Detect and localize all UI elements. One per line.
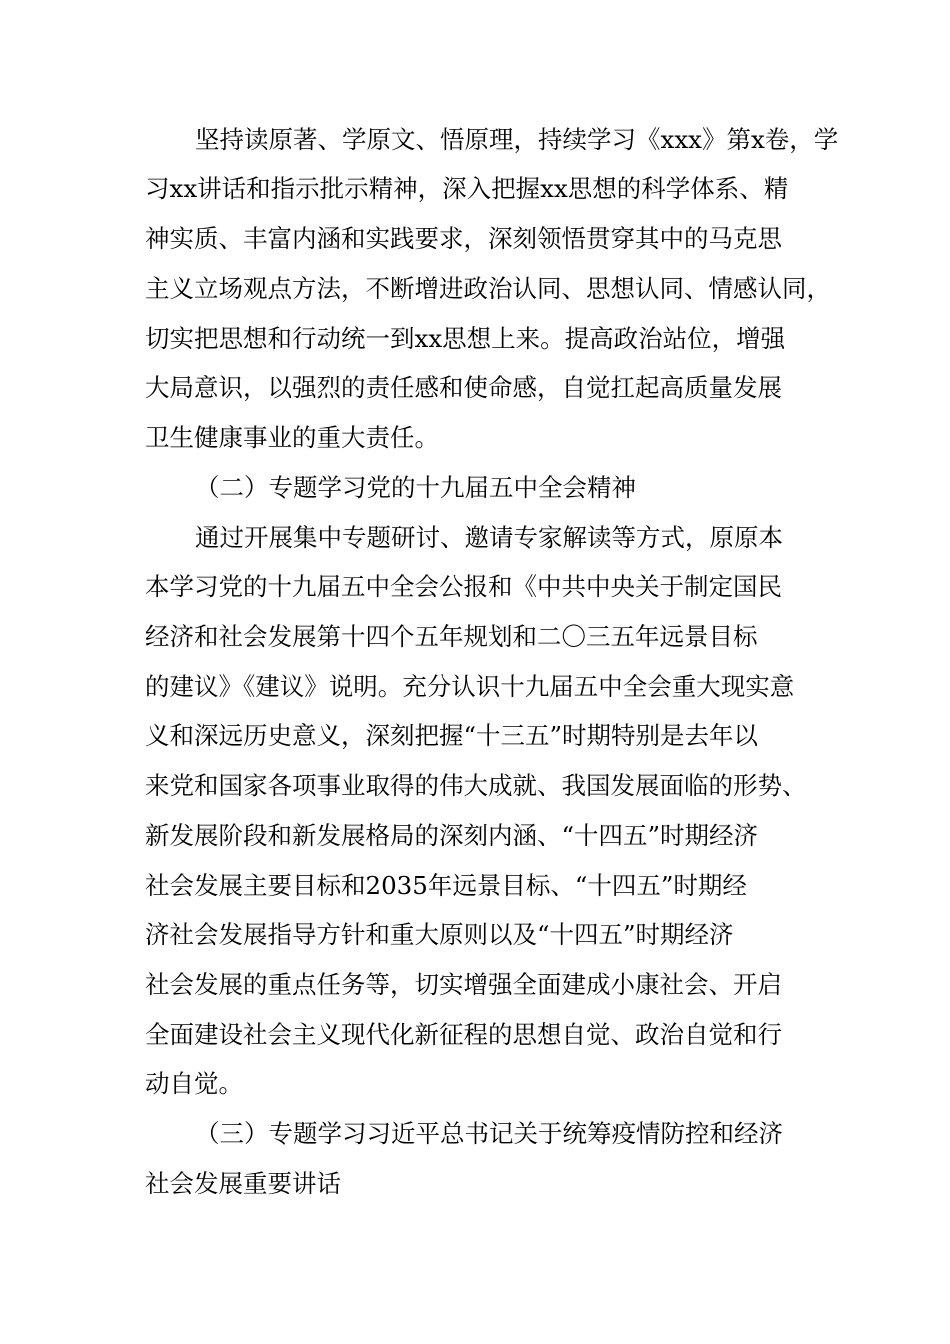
paragraph-2-line-9: 济社会发展指导方针和重大原则以及“十四五”时期经济 [145,920,734,949]
paragraph-2-line-12: 动自觉。 [145,1069,243,1098]
paragraph-2-line-8: 社会发展主要目标和2035年远景目标、“十四五”时期经 [145,871,747,900]
paragraph-1-line-5: 切实把思想和行动统一到xx思想上来。提高政治站位，增强 [145,324,786,353]
paragraph-1-line-2: 习xx讲话和指示批示精神，深入把握xx思想的科学体系、精 [145,174,789,203]
section-heading-2: （二）专题学习党的十九届五中全会精神 [195,473,636,502]
paragraph-2-line-7: 新发展阶段和新发展格局的深刻内涵、“十四五”时期经济 [145,821,759,850]
paragraph-1-line-6: 大局意识，以强烈的责任感和使命感，自觉扛起高质量发展 [145,373,782,402]
section-heading-3-line-1: （三）专题学习习近平总书记关于统筹疫情防控和经济 [195,1119,783,1148]
paragraph-1-line-1: 坚持读原著、学原文、悟原理，持续学习《xxx》第x卷，学 [195,125,839,154]
paragraph-1-line-3: 神实质、丰富内涵和实践要求，深刻领悟贯穿其中的马克思 [145,224,782,253]
paragraph-2-line-5: 义和深远历史意义，深刻把握“十三五”时期特别是去年以 [145,721,759,750]
paragraph-2-line-10: 社会发展的重点任务等，切实增强全面建成小康社会、开启 [145,970,782,999]
paragraph-1-line-7: 卫生健康事业的重大责任。 [145,423,439,452]
paragraph-2-line-4: 的建议》《建议》说明。充分认识十九届五中全会重大现实意 [145,672,795,701]
section-heading-3-line-2: 社会发展重要讲话 [145,1169,341,1198]
paragraph-2-line-3: 经济和社会发展第十四个五年规划和二〇三五年远景目标 [145,622,758,651]
paragraph-2-line-1: 通过开展集中专题研讨、邀请专家解读等方式，原原本 [195,523,783,552]
paragraph-1-line-4: 主义立场观点方法，不断增进政治认同、思想认同、情感认同， [145,274,831,303]
paragraph-2-line-2: 本学习党的十九届五中全会公报和《中共中央关于制定国民 [145,572,782,601]
paragraph-2-line-6: 来党和国家各项事业取得的伟大成就、我国发展面临的形势、 [145,771,807,800]
paragraph-2-line-11: 全面建设社会主义现代化新征程的思想自觉、政治自觉和行 [145,1020,782,1049]
